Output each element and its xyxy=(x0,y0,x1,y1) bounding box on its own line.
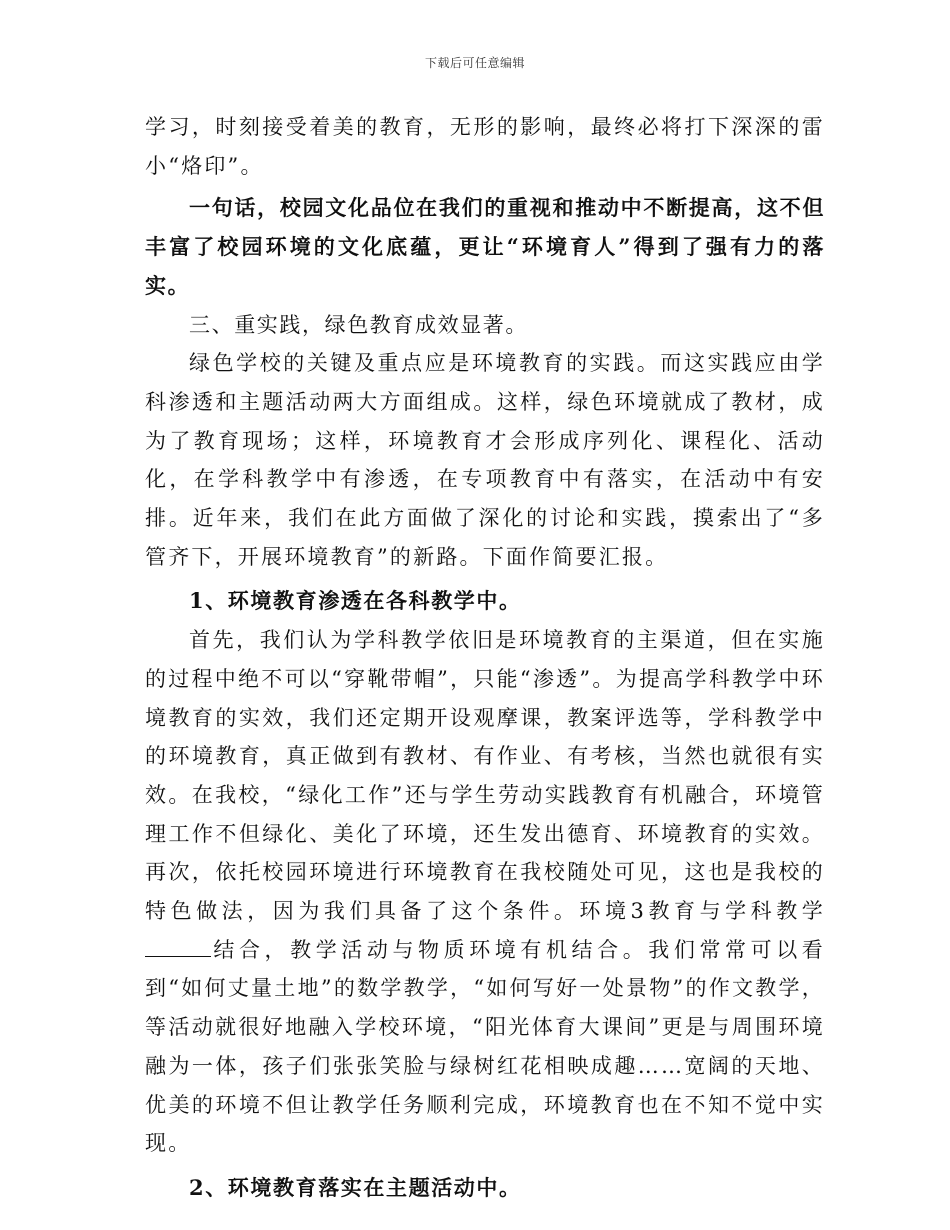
paragraph-subject-teaching-part2: 结合，教学活动与物质环境有机结合。我们常常可以看到“如何丈量土地”的数学教学，“如何写好一处景物”的作文教学，等活动就很好地融入学校环境，“阳光体育大课间”更是与周围环境融为一体，孩子们张张笑脸与绿树红花相映成趣……宽阔的天地、优美的环境不但让教学任务顺利完成，环境教育也在不知不觉中实现。 xyxy=(145,937,825,1156)
paragraph-subject-teaching xyxy=(145,621,825,1163)
paragraph-subject-teaching-part1: 首先，我们认为学科教学依旧是环境教育的主渠道，但在实施的过程中绝不可以“穿靴带帽”，只能“渗透”。为提高学科教学中环境教育的实效，我们还定期开设观摩课，教案评选等，学科教学中的环境教育，真正做到有教材、有作业、有考核，当然也就很有实效。在我校，“绿化工作”还与学生劳动实践教育有机融合，环境管理工作不但绿化、美化了环境，还生发出德育、环境教育的实效。再次，依托校园环境进行环境教育在我校随处可见，这也是我校的特色做法，因为我们具备了这个条件。环境3教育与学科教学 xyxy=(145,628,825,924)
section-heading-three: 三、重实践，绿色教育成效显著。 xyxy=(189,312,528,337)
paragraph-summary: 一句话，校园文化品位在我们的重视和推动中不断提高，这不但丰富了校园环境的文化底蕴，更让“环境育人”得到了强有力的落实。 xyxy=(145,195,825,298)
paragraph-green-school-practice: 绿色学校的关键及重点应是环境教育的实践。而这实践应由学科渗透和主题活动两大方面组成。这样，绿色环境就成了教材，成为了教育现场；这样，环境教育才会形成序列化、课程化、活动化，在学科教学中有渗透，在专项教育中有落实，在活动中有安排。近年来，我们在此方面做了深化的讨论和实践，摸索出了“多管齐下，开展环境教育”的新路。下面作简要汇报。 xyxy=(145,351,825,569)
subheading-one: 1、环境教育渗透在各科教学中。 xyxy=(189,588,522,614)
fill-in-blank xyxy=(145,938,211,957)
paragraph-continuation: 学习，时刻接受着美的教育，无形的影响，最终必将打下深深的雷小“烙印”。 xyxy=(145,115,825,178)
subheading-two: 2、环境教育落实在主题活动中。 xyxy=(189,1174,522,1200)
document-body xyxy=(145,108,825,1208)
page-header-note: 下载后可任意编辑 xyxy=(424,56,525,70)
